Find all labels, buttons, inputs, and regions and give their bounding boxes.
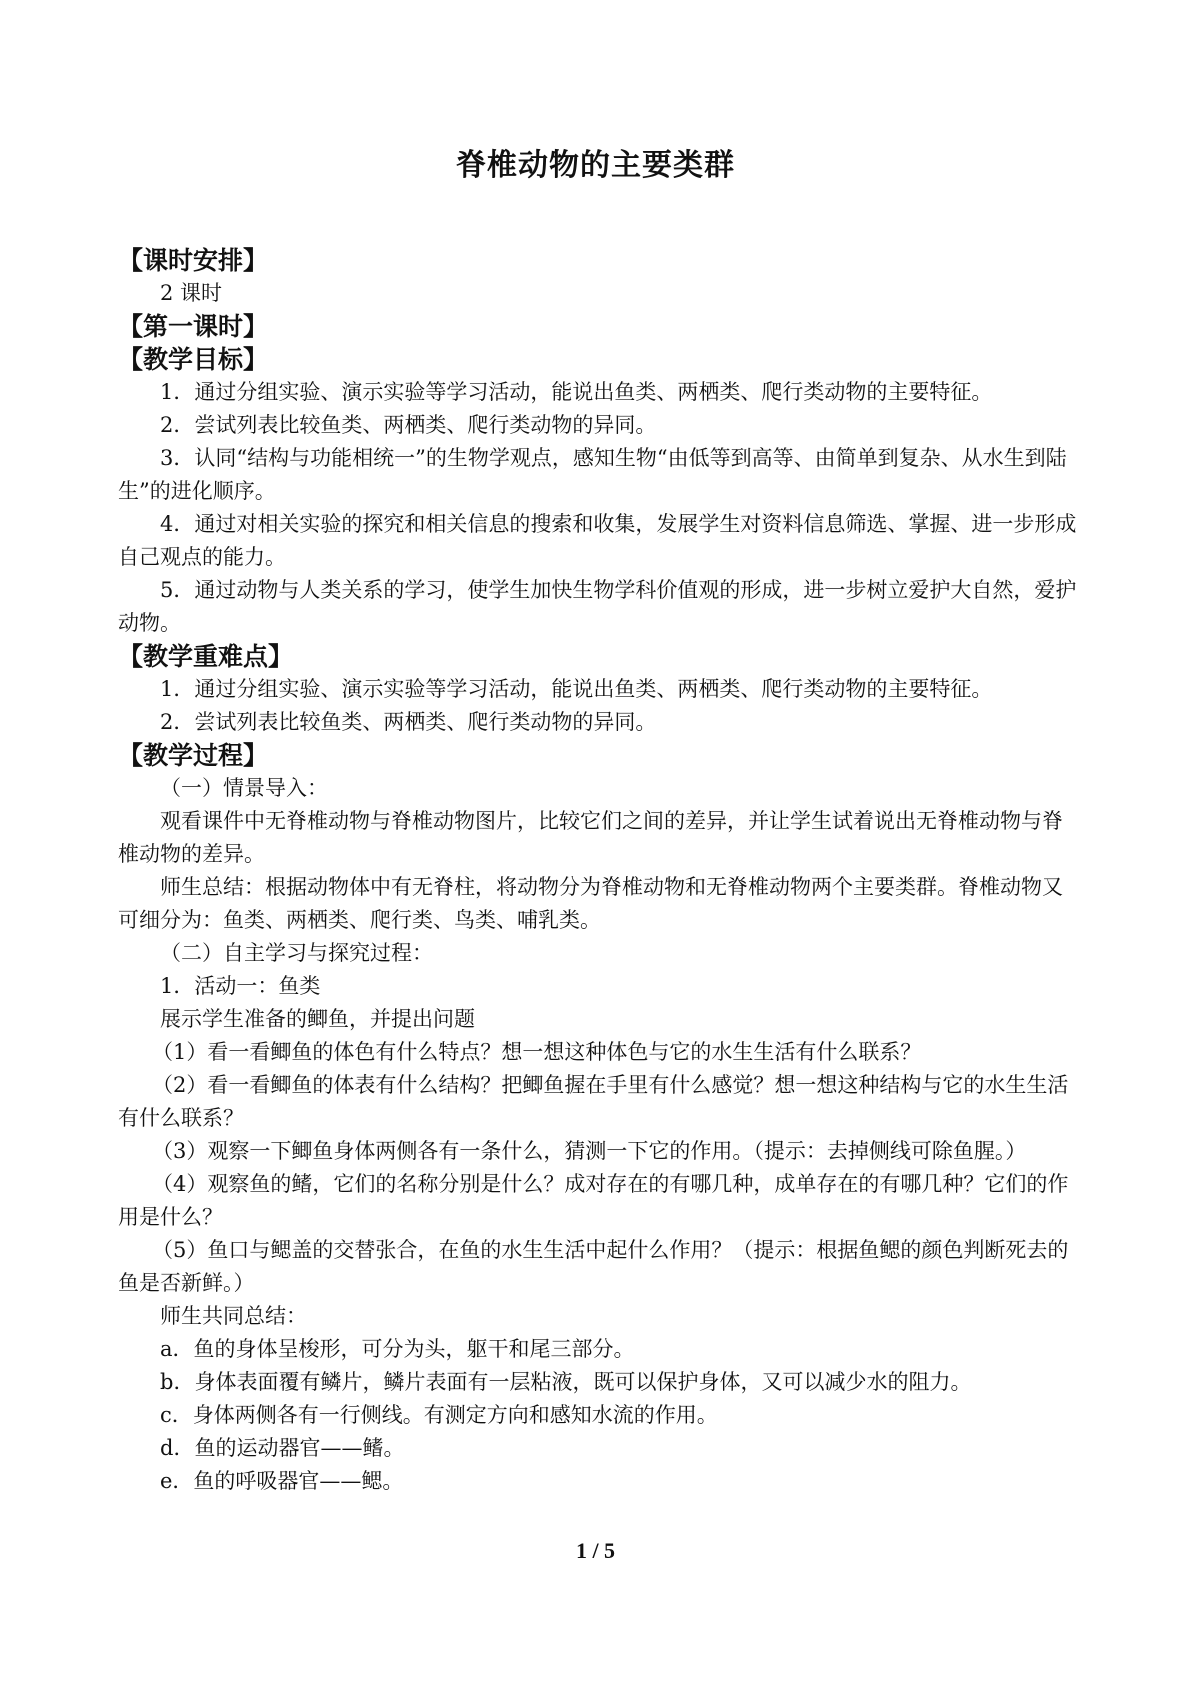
process-paragraph: 师生共同总结： (160, 1304, 307, 1328)
process-paragraph: （5）鱼口与鳃盖的交替张合，在鱼的水生生活中起什么作用？（提示：根据鱼鳃的颜色判断死去的鱼是否新鲜。） (118, 1238, 1069, 1295)
process-paragraph: c．身体两侧各有一行侧线。有测定方向和感知水流的作用。 (160, 1403, 718, 1427)
process-paragraph: e．鱼的呼吸器官——鳃。 (160, 1469, 404, 1493)
process-paragraph: （3）观察一下鲫鱼身体两侧各有一条什么，猜测一下它的作用。（提示：去掉侧线可除鱼腥。） (152, 1139, 1027, 1163)
page-number: 1 / 5 (575, 1538, 616, 1563)
process-paragraph: （二）自主学习与探究过程： (160, 941, 433, 965)
goal-item: 4．通过对相关实验的探究和相关信息的搜索和收集，发展学生对资料信息筛选、掌握、进一步形成自己观点的能力。 (118, 512, 1077, 569)
process-paragraph: d．鱼的运动器官——鳍。 (160, 1436, 405, 1460)
goal-item: 1．通过分组实验、演示实验等学习活动，能说出鱼类、两栖类、爬行类动物的主要特征。 (160, 380, 993, 404)
process-paragraph: （一）情景导入： (160, 776, 328, 800)
key-points-heading: 【教学重难点】 (118, 642, 294, 671)
process-paragraph: （2）看一看鲫鱼的体表有什么结构？把鲫鱼握在手里有什么感觉？想一想这种结构与它的水生生活有什么联系？ (118, 1073, 1069, 1130)
process-paragraph: 观看课件中无脊椎动物与脊椎动物图片，比较它们之间的差异，并让学生试着说出无脊椎动物与脊椎动物的差异。 (118, 809, 1063, 866)
document-body (118, 244, 1078, 1498)
process-paragraph: 1．活动一：鱼类 (160, 974, 321, 998)
first-lesson-heading: 【第一课时】 (118, 312, 269, 341)
key-point-item: 2．尝试列表比较鱼类、两栖类、爬行类动物的异同。 (160, 710, 657, 734)
goal-item: 2．尝试列表比较鱼类、两栖类、爬行类动物的异同。 (160, 413, 657, 437)
process-paragraph: （1）看一看鲫鱼的体色有什么特点？想一想这种体色与它的水生生活有什么联系？ (152, 1040, 922, 1064)
process-paragraph: a．鱼的身体呈梭形，可分为头，躯干和尾三部分。 (160, 1337, 635, 1361)
process-heading: 【教学过程】 (118, 741, 269, 770)
schedule-text: 2 课时 (160, 281, 223, 305)
schedule-heading: 【课时安排】 (118, 246, 269, 275)
key-point-item: 1．通过分组实验、演示实验等学习活动，能说出鱼类、两栖类、爬行类动物的主要特征。 (160, 677, 993, 701)
process-paragraph: 展示学生准备的鲫鱼，并提出问题 (160, 1007, 475, 1031)
process-paragraph: 师生总结：根据动物体中有无脊柱，将动物分为脊椎动物和无脊椎动物两个主要类群。脊椎动物又可细分为：鱼类、两栖类、爬行类、鸟类、哺乳类。 (118, 875, 1063, 932)
process-paragraph: b．身体表面覆有鳞片，鳞片表面有一层粘液，既可以保护身体，又可以减少水的阻力。 (160, 1370, 972, 1394)
page-title: 脊椎动物的主要类群 (456, 148, 735, 183)
goal-item: 3．认同“结构与功能相统一”的生物学观点，感知生物“由低等到高等、由简单到复杂、从水生到陆生”的进化顺序。 (118, 446, 1067, 503)
process-paragraph: （4）观察鱼的鳍，它们的名称分别是什么？成对存在的有哪几种，成单存在的有哪几种？它们的作用是什么？ (118, 1172, 1069, 1229)
goal-item: 5．通过动物与人类关系的学习，使学生加快生物学科价值观的形成，进一步树立爱护大自然，爱护动物。 (118, 578, 1077, 635)
goals-heading: 【教学目标】 (118, 345, 269, 374)
